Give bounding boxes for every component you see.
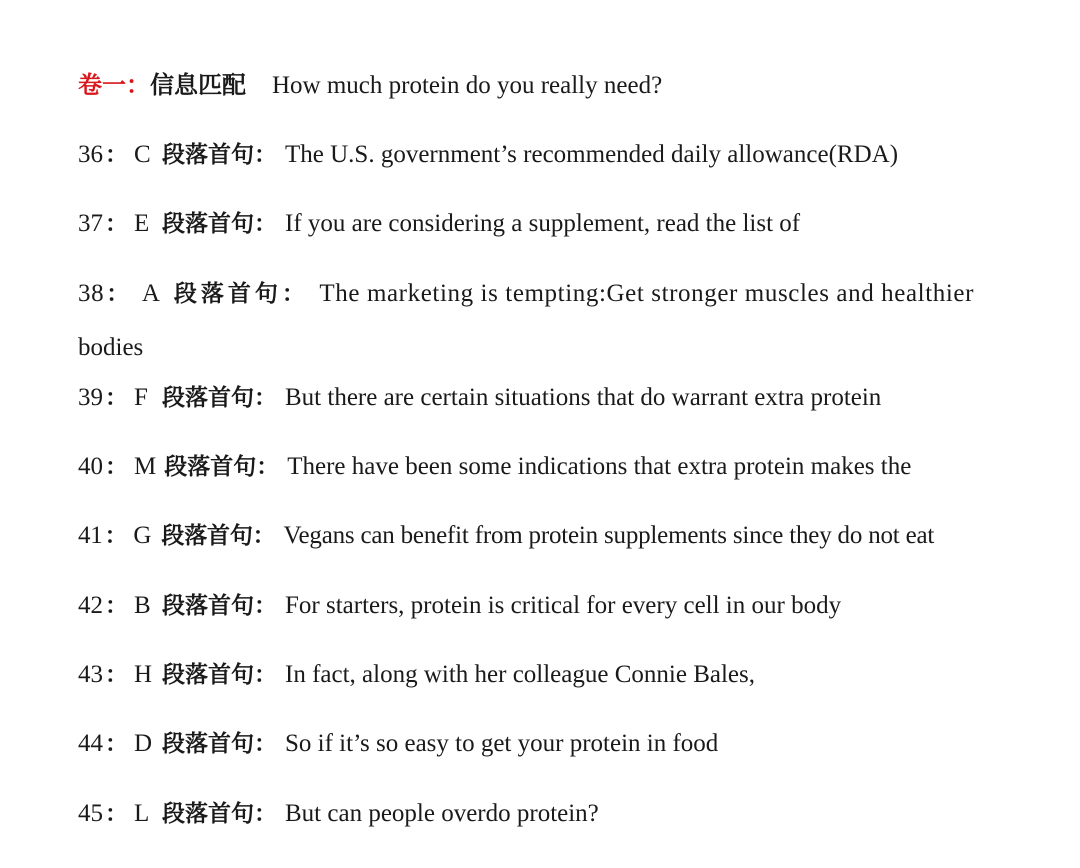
first-sentence-label: 段落首句 bbox=[162, 385, 254, 411]
answer-letter: A bbox=[141, 280, 161, 307]
article-title: How much protein do you really need? bbox=[272, 72, 663, 99]
first-sentence-label: 段落首句 bbox=[173, 281, 282, 307]
answer-letter: L bbox=[134, 800, 150, 827]
first-sentence-label: 段落首句 bbox=[162, 142, 254, 168]
answer-item bbox=[78, 591, 1008, 621]
question-number: 43 bbox=[78, 661, 103, 688]
first-sentence-label: 段落首句 bbox=[162, 593, 254, 619]
first-sentence-label: 段落首句 bbox=[162, 662, 254, 688]
answer-letter: G bbox=[133, 522, 152, 549]
first-sentence-label: 段落首句 bbox=[162, 731, 254, 757]
answer-item bbox=[78, 521, 1008, 551]
first-sentence-text: There have been some indications that extra protein makes the bbox=[287, 453, 912, 480]
number-colon: ： bbox=[105, 731, 128, 757]
number-colon: ： bbox=[105, 801, 128, 827]
answer-item bbox=[78, 452, 1008, 482]
answer-letter: F bbox=[134, 384, 148, 411]
volume-label: 卷一： bbox=[78, 71, 150, 99]
answer-letter: E bbox=[134, 210, 150, 237]
answer-continuation: bodies bbox=[78, 334, 144, 361]
question-number: 37 bbox=[78, 210, 103, 237]
label-colon: ： bbox=[254, 385, 277, 411]
question-number: 36 bbox=[78, 141, 103, 168]
question-number: 39 bbox=[78, 384, 103, 411]
answer-item bbox=[78, 799, 1008, 829]
label-colon: ： bbox=[254, 662, 277, 688]
answer-item bbox=[78, 729, 1008, 759]
label-colon: ： bbox=[254, 593, 277, 619]
answer-item bbox=[78, 660, 1008, 690]
section-label: 信息匹配 bbox=[150, 71, 246, 99]
answer-letter: D bbox=[134, 730, 153, 757]
answer-item bbox=[78, 383, 1008, 413]
first-sentence-text: So if it’s so easy to get your protein in food bbox=[285, 730, 719, 757]
answer-item bbox=[78, 209, 1008, 239]
question-number: 45 bbox=[78, 800, 103, 827]
first-sentence-text: But there are certain situations that do warrant extra protein bbox=[285, 384, 882, 411]
question-number: 44 bbox=[78, 730, 103, 757]
answer-letter: B bbox=[134, 592, 151, 619]
answer-item bbox=[78, 279, 1008, 309]
answer-letter: C bbox=[134, 141, 151, 168]
first-sentence-label: 段落首句 bbox=[164, 454, 257, 480]
number-colon: ： bbox=[105, 142, 128, 168]
document-heading bbox=[78, 70, 1008, 101]
number-colon: ： bbox=[105, 454, 128, 480]
number-colon: ： bbox=[105, 593, 128, 619]
label-colon: ： bbox=[254, 211, 277, 237]
answer-letter: M bbox=[134, 453, 157, 480]
first-sentence-text: For starters, protein is critical for every cell in our body bbox=[285, 592, 842, 619]
label-colon: ： bbox=[281, 281, 306, 307]
question-number: 40 bbox=[78, 453, 103, 480]
first-sentence-label: 段落首句 bbox=[162, 211, 254, 237]
number-colon: ： bbox=[105, 662, 128, 688]
question-number: 42 bbox=[78, 592, 103, 619]
first-sentence-text: The U.S. government’s recommended daily allowance(RDA) bbox=[285, 141, 899, 168]
first-sentence-label: 段落首句 bbox=[161, 523, 253, 549]
number-colon: ： bbox=[105, 385, 128, 411]
first-sentence-label: 段落首句 bbox=[162, 801, 254, 827]
answer-letter: H bbox=[134, 661, 153, 688]
answer-item bbox=[78, 140, 1008, 170]
label-colon: ： bbox=[252, 523, 276, 549]
question-number: 38 bbox=[78, 280, 105, 307]
first-sentence-text: The marketing is tempting:Get stronger muscles and healthier bbox=[319, 280, 975, 307]
label-colon: ： bbox=[254, 731, 277, 757]
first-sentence-text: Vegans can benefit from protein supplements since they do not eat bbox=[283, 522, 935, 549]
question-number: 41 bbox=[78, 522, 103, 549]
label-colon: ： bbox=[254, 801, 277, 827]
first-sentence-text: But can people overdo protein? bbox=[285, 800, 599, 827]
label-colon: ： bbox=[254, 142, 277, 168]
first-sentence-text: In fact, along with her colleague Connie Bales, bbox=[285, 661, 755, 688]
number-colon: ： bbox=[105, 211, 128, 237]
first-sentence-text: If you are considering a supplement, read the list of bbox=[285, 210, 801, 237]
label-colon: ： bbox=[256, 454, 280, 480]
number-colon: ： bbox=[104, 523, 128, 549]
number-colon: ： bbox=[106, 281, 130, 307]
